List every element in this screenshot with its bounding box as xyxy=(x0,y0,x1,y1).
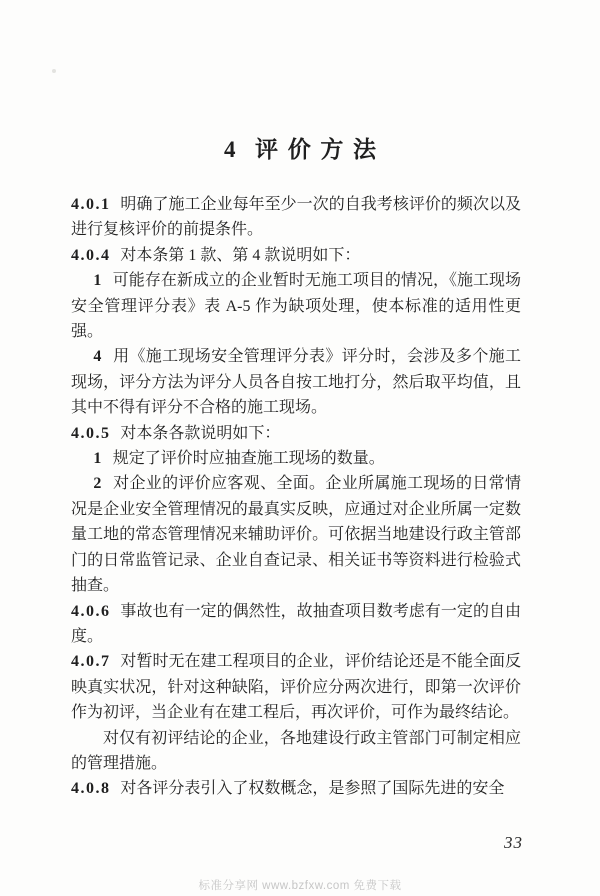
watermark-text: 标准分享网 www.bzfxw.com 免费下载 xyxy=(198,880,402,892)
clause-text: 可能存在新成立的企业暂时无施工项目的情况，《施工现场安全管理评分表》表 A-5 作为缺项处理，使本标准的适用性更强。 xyxy=(71,272,521,341)
clause-text: 事故也有一定的偶然性，故抽查项目数考虑有一定的自由度。 xyxy=(71,602,521,645)
clause-number: 2 xyxy=(93,475,103,493)
sub-item-paragraph xyxy=(71,726,521,777)
clause-text: 对本条各款说明如下： xyxy=(120,424,281,442)
clause-text: 对本条第 1 款、第 4 款说明如下： xyxy=(120,246,361,264)
chapter-heading xyxy=(0,136,600,164)
clause-number: 1 xyxy=(93,272,103,290)
clause-paragraph xyxy=(71,192,521,243)
clause-text: 明确了施工企业每年至少一次的自我考核评价的频次以及进行复核评价的前提条件。 xyxy=(71,196,521,239)
clause-paragraph xyxy=(71,421,521,446)
scan-speck xyxy=(52,69,56,73)
sub-item-paragraph xyxy=(71,344,521,420)
clause-number: 1 xyxy=(93,450,103,468)
page-number: 33 xyxy=(504,833,523,852)
sub-item-paragraph xyxy=(71,268,521,344)
clause-text: 用《施工现场安全管理评分表》评分时，会涉及多个施工现场，评分方法为评分人员各自按工地打分，然后取平均值，且其中不得有评分不合格的施工现场。 xyxy=(71,348,521,417)
clause-number: 4.0.5 xyxy=(71,424,111,442)
clause-paragraph xyxy=(71,649,521,725)
clause-number: 4.0.4 xyxy=(71,246,111,264)
clause-paragraphs xyxy=(71,192,521,802)
sub-item-paragraph xyxy=(71,471,521,598)
clause-text: 对暂时无在建工程项目的企业，评价结论还是不能全面反映真实状况，针对这种缺陷，评价应分两次进行，即第一次评价作为初评，当企业有在建工程后，再次评价，可作为最终结论。 xyxy=(71,653,521,722)
clause-number: 4.0.1 xyxy=(71,196,111,213)
sub-item-paragraph xyxy=(71,446,521,471)
clause-paragraph xyxy=(71,243,521,268)
clause-text: 对企业的评价应客观、全面。企业所属施工现场的日常情况是企业安全管理情况的最真实反映，应通过对企业所属一定数量工地的常态管理情况来辅助评价。可依据当地建设行政主管部门的日常监管记录、企业自查记录、相关证书等资料进行检验式抽查。 xyxy=(71,475,521,595)
clause-number: 4 xyxy=(93,348,103,366)
chapter-title: 评价方法 xyxy=(255,137,386,162)
clause-paragraph xyxy=(71,776,521,801)
clause-text: 规定了评价时应抽查施工现场的数量。 xyxy=(112,450,385,468)
clause-number: 4.0.8 xyxy=(71,780,111,798)
chapter-number: 4 xyxy=(223,137,236,162)
clause-number: 4.0.7 xyxy=(71,653,111,671)
clause-text: 对各评分表引入了权数概念，是参照了国际先进的安全 xyxy=(120,780,505,798)
clause-text: 对仅有初评结论的企业，各地建设行政主管部门可制定相应的管理措施。 xyxy=(71,729,521,772)
clause-paragraph xyxy=(71,599,521,650)
clause-number: 4.0.6 xyxy=(71,602,111,620)
